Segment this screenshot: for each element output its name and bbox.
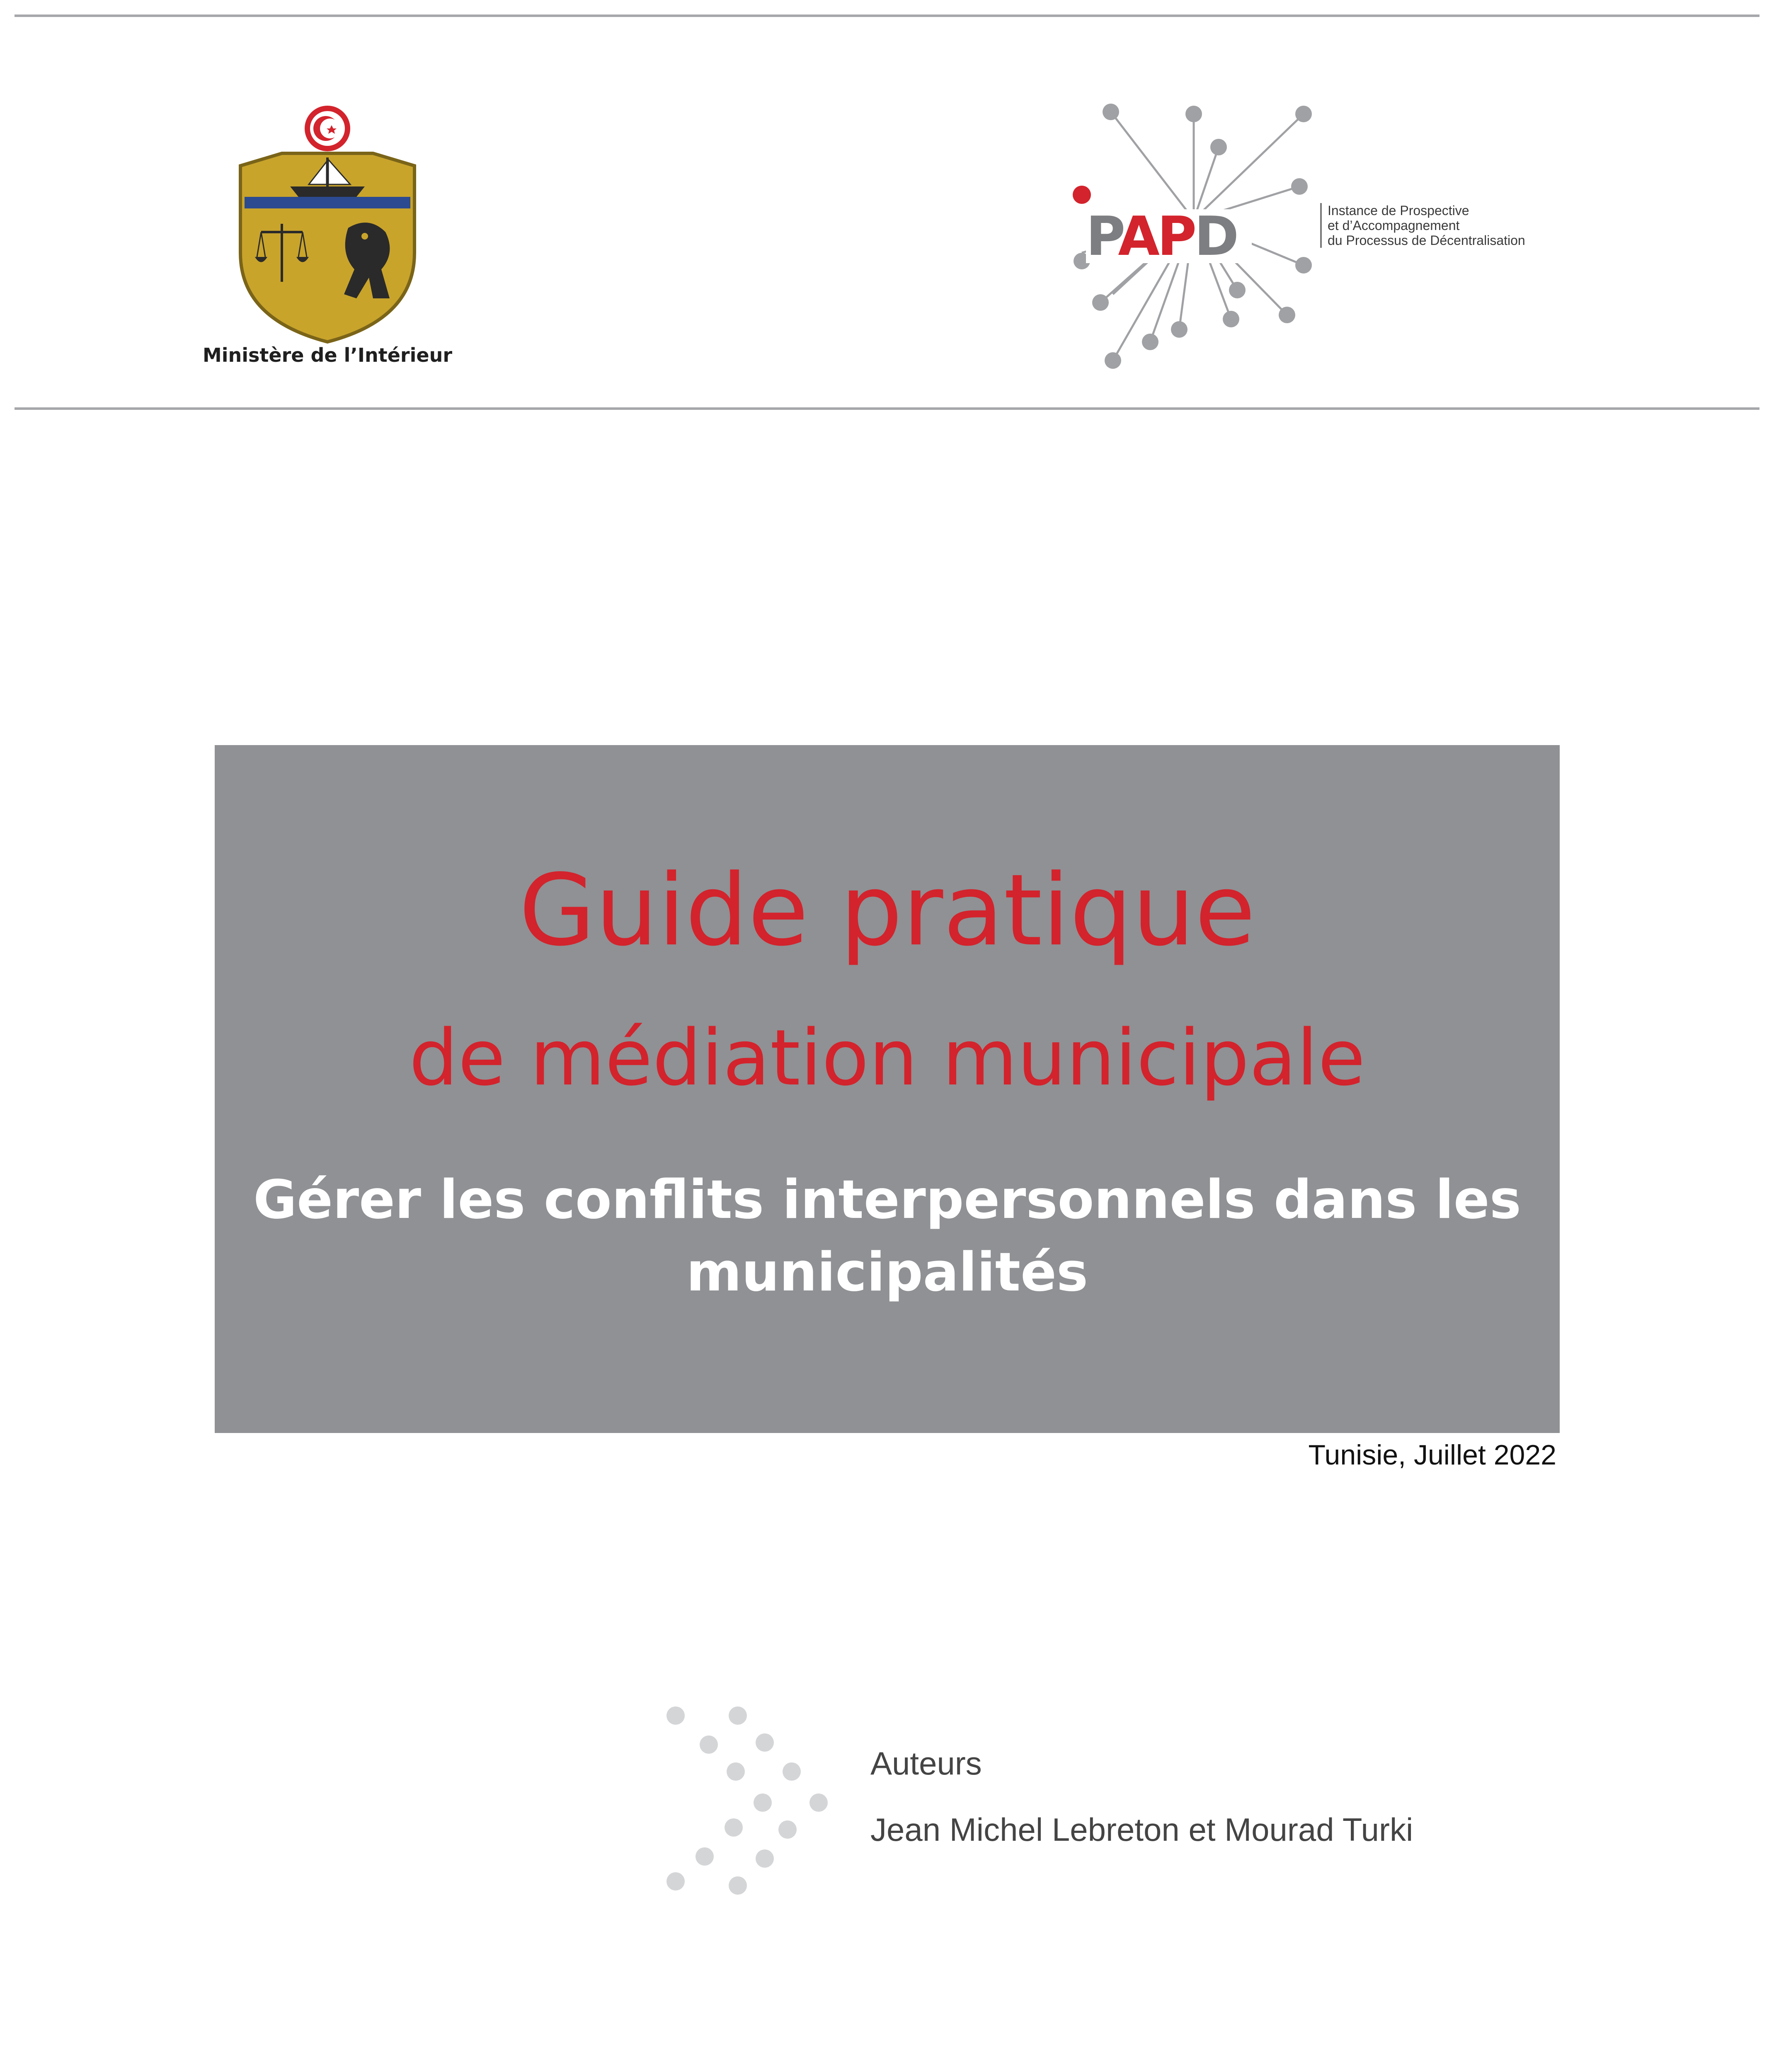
publication-date: Tunisie, Juillet 2022 bbox=[1308, 1439, 1556, 1471]
subtitle bbox=[240, 1164, 1535, 1309]
ipapd-network-logo bbox=[1069, 104, 1360, 373]
header-top-rule bbox=[15, 15, 1759, 17]
header-bottom-rule bbox=[15, 407, 1759, 410]
ipapd-tagline-line: Instance de Prospective bbox=[1328, 203, 1469, 218]
ipapd-tagline-line: et d’Accompagnement bbox=[1328, 218, 1460, 233]
ipapd-tagline bbox=[1320, 203, 1585, 248]
ministry-label: Ministère de l’Intérieur bbox=[202, 344, 453, 366]
title-line-2: de médiation municipale bbox=[409, 1013, 1366, 1103]
decorative-dots-icon bbox=[663, 1703, 837, 1902]
tunisia-coat-of-arms-logo bbox=[232, 104, 423, 344]
authors-heading: Auteurs bbox=[870, 1745, 982, 1782]
subtitle-line-2: municipalités bbox=[686, 1242, 1088, 1303]
title-line-1: Guide pratique bbox=[519, 853, 1256, 968]
ipapd-tagline-line: du Processus de Décentralisation bbox=[1328, 233, 1525, 248]
subtitle-line-1: Gérer les conflits interpersonnels dans les bbox=[253, 1169, 1521, 1231]
title-panel bbox=[215, 745, 1560, 1433]
authors-names: Jean Michel Lebreton et Mourad Turki bbox=[870, 1811, 1413, 1848]
svg-text:PAPD: PAPD bbox=[1086, 205, 1237, 268]
